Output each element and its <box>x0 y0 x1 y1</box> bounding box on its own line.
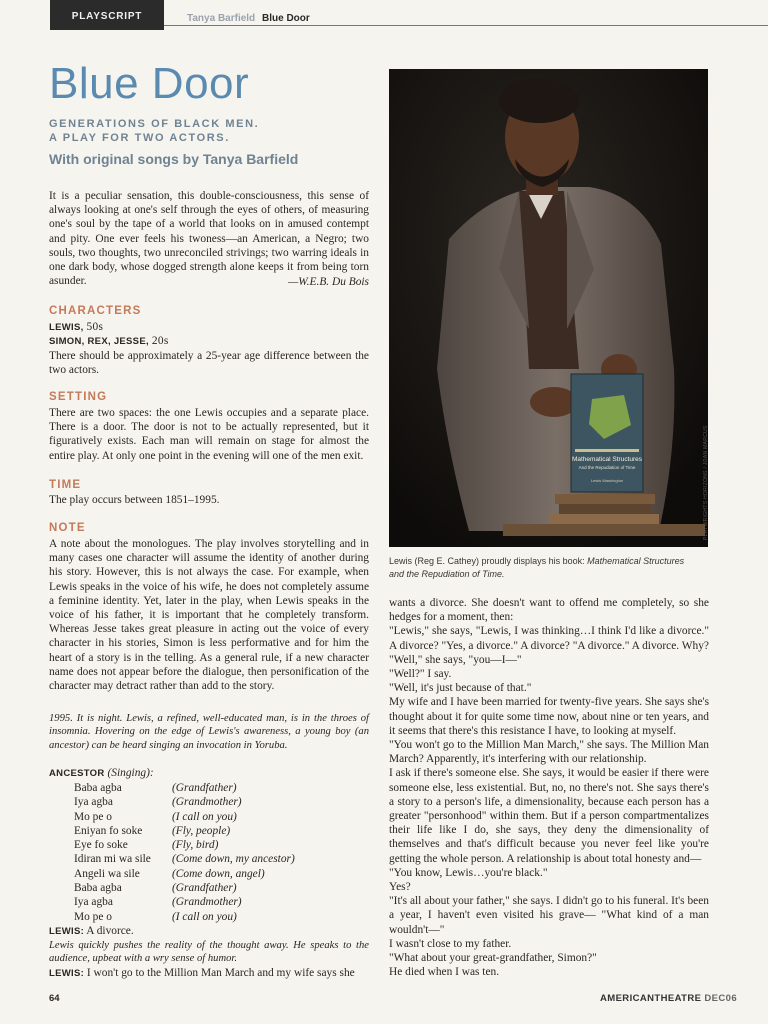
photo-credit-text: PLAYWRIGHTS HORIZONS / JOAN MARCUS <box>703 425 709 540</box>
yoruba-text: Iya agba <box>74 896 113 909</box>
english-text: (I call on you) <box>172 810 237 823</box>
yoruba-text: Baba agba <box>74 782 122 794</box>
magazine-name: AMERICANTHEATRE <box>600 993 702 1004</box>
character-role <box>49 335 169 347</box>
song-speaker <box>49 767 154 779</box>
dialogue-text: I won't go to the Million Man March and my wife says she <box>86 967 355 979</box>
song-line <box>74 781 374 795</box>
characters-note: There should be approximately a 25-year age difference between the two actors. <box>49 350 369 377</box>
paragraph: "You won't go to the Million Man March," she says. The Million Man March? Apparently, it's interfering with our relationship. <box>389 739 709 766</box>
book-subtitle: And the Repudiation of Time <box>578 465 636 470</box>
paragraph: "It's all about your father," she says. I didn't go to his funeral. It's been a year, I haven't even visited his grave— "What kind of a man wouldn't—" <box>389 895 709 936</box>
yoruba-text: Idiran mi wa sile <box>74 853 151 866</box>
songs-credit: With original songs by Tanya Barfield <box>49 151 299 167</box>
song-line <box>74 867 374 881</box>
paragraph: "You know, Lewis…you're black." <box>389 866 548 879</box>
page-header <box>0 0 768 28</box>
subtitle-line: GENERATIONS OF BLACK MEN. <box>49 118 260 130</box>
speaker-name: LEWIS: <box>49 926 85 937</box>
page-number: 64 <box>49 993 60 1004</box>
header-rule <box>164 25 768 26</box>
yoruba-text: Iya agba <box>74 796 113 809</box>
speaker-name: ANCESTOR <box>49 768 105 779</box>
paragraph: I wasn't close to my father. <box>389 937 512 950</box>
english-text: (Grandfather) <box>172 782 237 794</box>
dialogue-text: A divorce. <box>86 925 134 937</box>
epigraph-text: It is a peculiar sensation, this double-consciousness, this sense of always looking at one's self through the eyes of others, of measuring one's soul by the tape of a world that looks on in amused contempt and pity. One ever feels his twoness—an American, a Negro; two souls, two thoughts, two unreconciled strivings; two warring ideals in one dark body, whose dogged strength alone keeps it from being torn asunder. <box>49 190 369 288</box>
book-author: Lewis Washington <box>590 478 624 483</box>
characters-heading: CHARACTERS <box>49 305 142 317</box>
subtitle-line: A PLAY FOR TWO ACTORS. <box>49 132 230 144</box>
yoruba-text: Mo pe o <box>74 910 112 923</box>
stage-direction: Lewis quickly pushes the reality of the thought away. He speaks to the audience, upbeat with a wry sense of humor. <box>49 940 369 965</box>
play-subtitle <box>49 117 259 145</box>
paragraph: Yes? <box>389 881 411 894</box>
yoruba-song <box>74 781 374 924</box>
setting-text: There are two spaces: the one Lewis occupies and a separate place. There is a door. The door is not to be actually represented, but it figuratively exists. Each man will remain on stage for almost the entire play. At only one point in the evening will one of the men exit. <box>49 407 369 462</box>
role-age: 50s <box>86 321 104 333</box>
english-text: (I call on you) <box>172 910 237 923</box>
song-line <box>74 795 374 809</box>
paragraph: "Lewis," she says, "Lewis, I was thinking…I think I'd like a divorce." A divorce? "Yes, a divorce." A divorce? "A divorce." A divorce. Why? <box>389 625 709 652</box>
character-role <box>49 321 103 333</box>
section-tab <box>50 0 164 30</box>
paragraph: wants a divorce. She doesn't want to offend me completely, so she hedges for a moment, then: <box>389 597 709 624</box>
yoruba-text: Eniyan fo soke <box>74 824 143 837</box>
song-line <box>74 910 374 924</box>
english-text: (Come down, my ancestor) <box>172 853 295 866</box>
role-name: SIMON, REX, JESSE, <box>49 336 149 347</box>
setting-heading: SETTING <box>49 391 108 403</box>
speaker-direction: (Singing): <box>107 767 154 779</box>
yoruba-text: Mo pe o <box>74 810 112 823</box>
paragraph: "Well, it's just because of that." <box>389 682 532 695</box>
english-text: (Come down, angel) <box>172 867 265 880</box>
issue-date: DEC06 <box>704 993 738 1004</box>
english-text: (Fly, bird) <box>172 839 219 852</box>
caption-text: Lewis (Reg E. Cathey) proudly displays his book: <box>389 556 588 566</box>
paragraph: "Well," she says, "you—I—" <box>389 653 522 666</box>
dialogue-line <box>49 924 369 939</box>
yoruba-text: Baba agba <box>74 882 122 895</box>
english-text: (Fly, people) <box>172 824 231 837</box>
speaker-name: LEWIS: <box>49 968 85 979</box>
note-heading: NOTE <box>49 522 86 534</box>
epigraph-attribution: —W.E.B. Du Bois <box>288 276 369 288</box>
header-author: Tanya Barfield <box>187 13 256 24</box>
production-photo <box>389 69 708 547</box>
song-line <box>74 824 374 838</box>
role-age: 20s <box>151 335 169 347</box>
section-tab-label: PLAYSCRIPT <box>71 11 143 22</box>
paragraph: My wife and I have been married for twenty-five years. She says she's thought about it for quite some time now, about nine or ten years, and it seems that there's this resistance I have, to looking at myself. <box>389 696 709 737</box>
dialogue-line <box>49 966 369 981</box>
time-heading: TIME <box>49 479 82 491</box>
yoruba-text: Eye fo soke <box>74 839 128 852</box>
header-play-title: Blue Door <box>262 13 310 24</box>
paragraph: He died when I was ten. <box>389 966 500 979</box>
book-title: Mathematical Structures <box>571 456 643 463</box>
actor-with-book-illustration <box>389 69 708 547</box>
paragraph: I ask if there's someone else. She says, it would be easier if there were someone else, less existential. But, no, no there's not. She says there's a story to a person's life, a dimensionality, because each person has a greater "personhood" within them. But if a person compartmentalizes their life like I do, she says, they deny the dimensionality of themselves and that's difficult because you never feel like you're getting the whole person. A relationship is about total honesty and— <box>389 767 709 865</box>
song-line <box>74 895 374 909</box>
english-text: (Grandmother) <box>172 896 242 909</box>
song-line <box>74 838 374 852</box>
song-line <box>74 810 374 824</box>
play-title: Blue Door <box>49 59 250 108</box>
photo-credit <box>703 425 713 540</box>
photo-caption <box>389 555 689 581</box>
english-text: (Grandfather) <box>172 882 237 895</box>
paragraph: "What about your great-grandfather, Simon?" <box>389 952 597 965</box>
time-text: The play occurs between 1851–1995. <box>49 494 220 506</box>
right-column-text <box>389 596 709 979</box>
yoruba-text: Angeli wa sile <box>74 867 140 880</box>
english-text: (Grandmother) <box>172 796 242 809</box>
role-name: LEWIS, <box>49 322 84 333</box>
note-text: A note about the monologues. The play involves storytelling and in many cases one character will assume the identity of another during his story. However, this is not always the case. For example, when Lewis speaks in the voice of his wife, he does not completely assume a feminine identity. Yet, later in the play, when Lewis speaks in the voice of his father, it is important that he completely transform. Whereas Jesse takes great pleasure in acting out the voice of every character in his stories, Simon is less performative and for him the heart of a story is in the telling. As a general rule, if a new character name does not appear before the dialogue, then personification of the character may detract rather than add to the story. <box>49 538 369 693</box>
magazine-footer <box>600 993 737 1004</box>
opening-stage-direction: 1995. It is night. Lewis, a refined, well-educated man, is in the throes of insomnia. Hovering on the edge of Lewis's awareness, a young boy (an ancestor) can be heard singing an invocation in Yoruba. <box>49 713 369 751</box>
song-line <box>74 881 374 895</box>
paragraph: "Well?" I say. <box>389 668 452 681</box>
song-line <box>74 852 374 866</box>
caption-book-title: Mathematical Structures and the Repudiation of Time. <box>389 556 685 579</box>
